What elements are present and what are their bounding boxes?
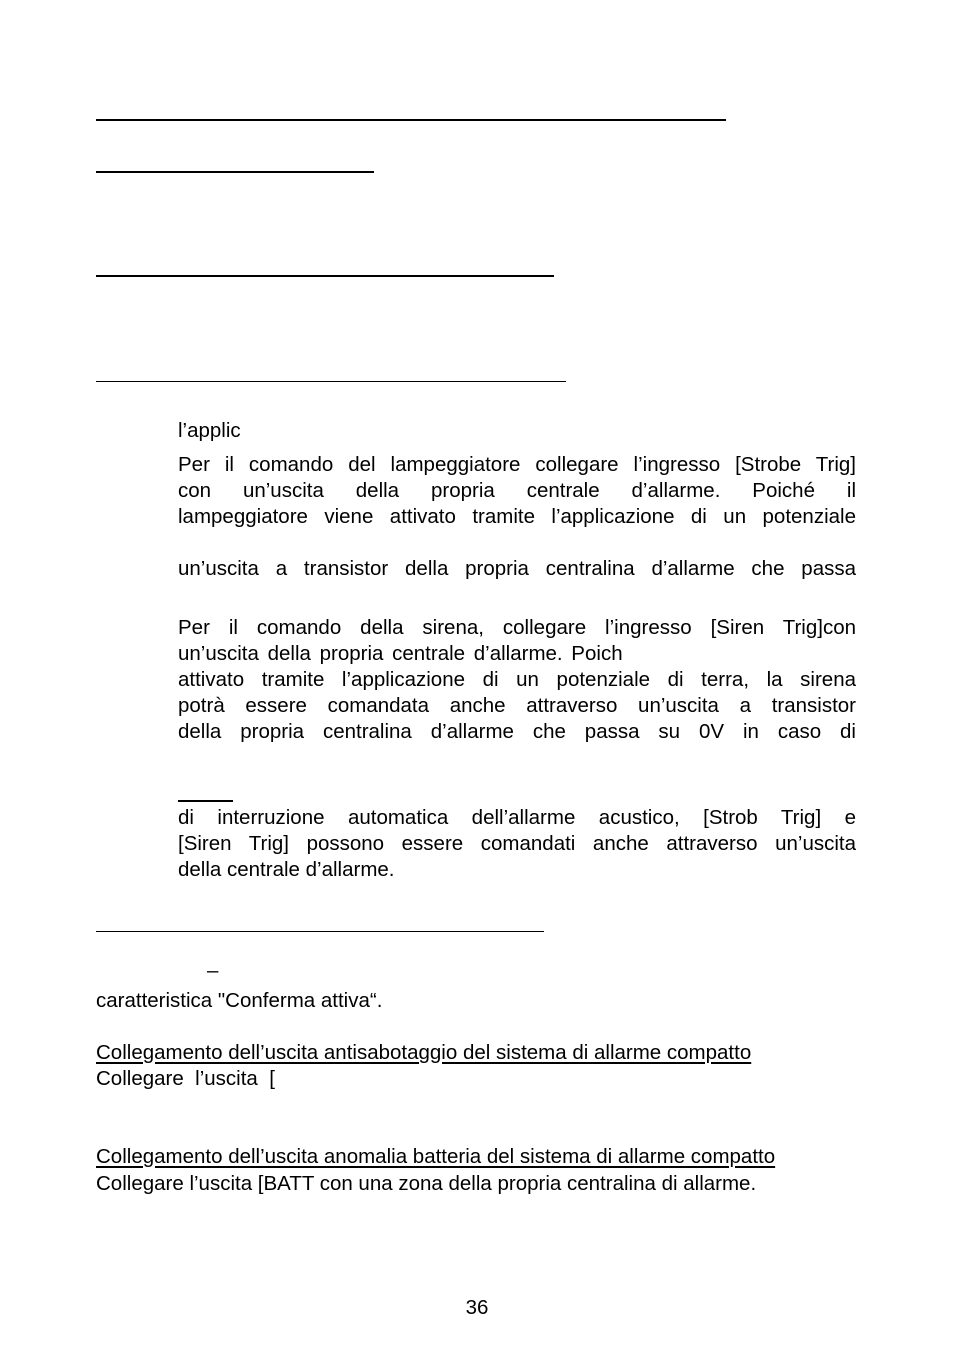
heading-rule-1 bbox=[96, 119, 726, 121]
siren-paragraph-line-5: della propria centralina d’allarme che passa su 0V in caso di bbox=[178, 720, 856, 743]
battery-section-text: Collegare l’uscita [BATT con una zona della propria centralina di allarme. bbox=[96, 1172, 757, 1195]
strobe-paragraph-line-3: lampeggiatore viene attivato tramite l’applicazione di un potenziale bbox=[178, 505, 856, 528]
confirm-active-line: caratteristica "Conferma attiva“. bbox=[96, 989, 383, 1012]
tamper-section-heading: Collegamento dell’uscita antisabotaggio del sistema di allarme compatto bbox=[96, 1041, 752, 1064]
siren-paragraph-line-1: Per il comando della sirena, collegare l’ingresso [Siren Trig]con bbox=[178, 616, 856, 639]
interrupt-paragraph-line-3: della centrale d’allarme. bbox=[178, 858, 395, 881]
siren-paragraph-line-4: potrà essere comandata anche attraverso un’uscita a transistor bbox=[178, 694, 856, 717]
tamper-section-text: Collegare l’uscita [ bbox=[96, 1067, 275, 1090]
interrupt-paragraph-line-2: [Siren Trig] possono essere comandati anche attraverso un’uscita bbox=[178, 832, 856, 855]
strobe-paragraph-line-1: Per il comando del lampeggiatore collegare l’ingresso [Strobe Trig] bbox=[178, 453, 856, 476]
interrupt-paragraph-line-1: di interruzione automatica dell’allarme acustico, [Strob Trig] e bbox=[178, 806, 856, 829]
battery-section-heading: Collegamento dell’uscita anomalia batteria del sistema di allarme compatto bbox=[96, 1145, 776, 1168]
heading-rule-2 bbox=[96, 171, 374, 173]
page-number: 36 bbox=[465, 1296, 489, 1319]
strobe-paragraph-line-4: un’uscita a transistor della propria centralina d’allarme che passa bbox=[178, 557, 856, 580]
siren-paragraph-line-2: un’uscita della propria centrale d’allarme. Poich bbox=[178, 642, 623, 665]
heading-rule-3 bbox=[96, 275, 554, 277]
text-fragment-applic: l’applic bbox=[178, 419, 241, 442]
dash-mark: – bbox=[207, 959, 219, 982]
strobe-paragraph-line-2: con un’uscita della propria centrale d’allarme. Poiché il bbox=[178, 479, 856, 502]
heading-rule-4 bbox=[96, 381, 566, 382]
siren-paragraph-line-3: attivato tramite l’applicazione di un potenziale di terra, la sirena bbox=[178, 668, 856, 691]
heading-rule-5 bbox=[96, 931, 544, 932]
note-rule bbox=[178, 800, 233, 802]
